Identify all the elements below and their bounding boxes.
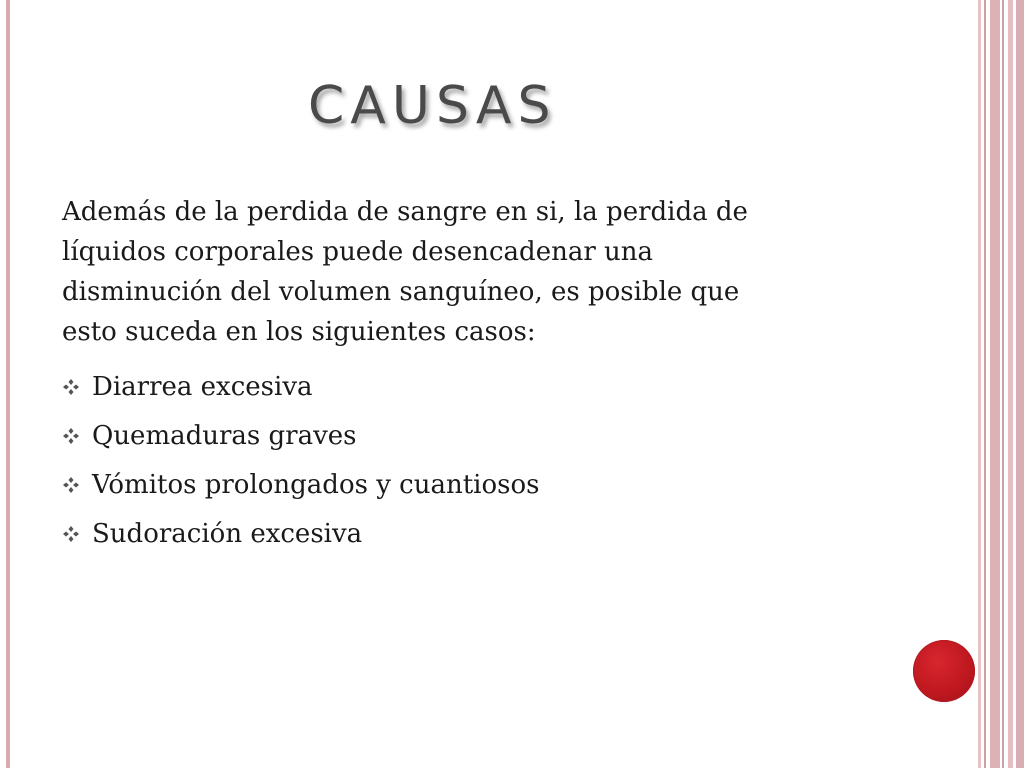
stripe <box>1002 0 1004 768</box>
list-item-label: Sudoración excesiva <box>92 518 363 549</box>
list-item-label: Vómitos prolongados y cuantiosos <box>92 469 540 500</box>
slide-title: CAUSAS <box>308 76 557 136</box>
list-item <box>62 362 892 411</box>
list-item-label: Diarrea excesiva <box>92 371 313 402</box>
stripe <box>1008 0 1013 768</box>
right-decorative-stripes <box>978 0 1024 768</box>
list-item <box>62 411 892 460</box>
stripe <box>1016 0 1024 768</box>
causes-list <box>62 362 892 558</box>
paragraph-line: Además de la perdida de sangre en si, la perdida de <box>62 197 748 227</box>
left-border-line <box>6 0 10 768</box>
intro-paragraph <box>62 192 892 352</box>
slide-content <box>62 192 892 558</box>
list-item-label: Quemaduras graves <box>92 420 357 451</box>
paragraph-line: esto suceda en los siguientes casos: <box>62 317 536 347</box>
diamond-quad-icon <box>62 476 80 494</box>
paragraph-line: líquidos corporales puede desencadenar una <box>62 237 654 267</box>
paragraph-line: disminución del volumen sanguíneo, es posible que <box>62 277 740 307</box>
red-circle-decoration <box>913 640 975 702</box>
stripe <box>990 0 1000 768</box>
list-item <box>62 509 892 558</box>
list-item <box>62 460 892 509</box>
stripe <box>984 0 986 768</box>
diamond-quad-icon <box>62 427 80 445</box>
stripe <box>978 0 981 768</box>
diamond-quad-icon <box>62 525 80 543</box>
diamond-quad-icon <box>62 378 80 396</box>
